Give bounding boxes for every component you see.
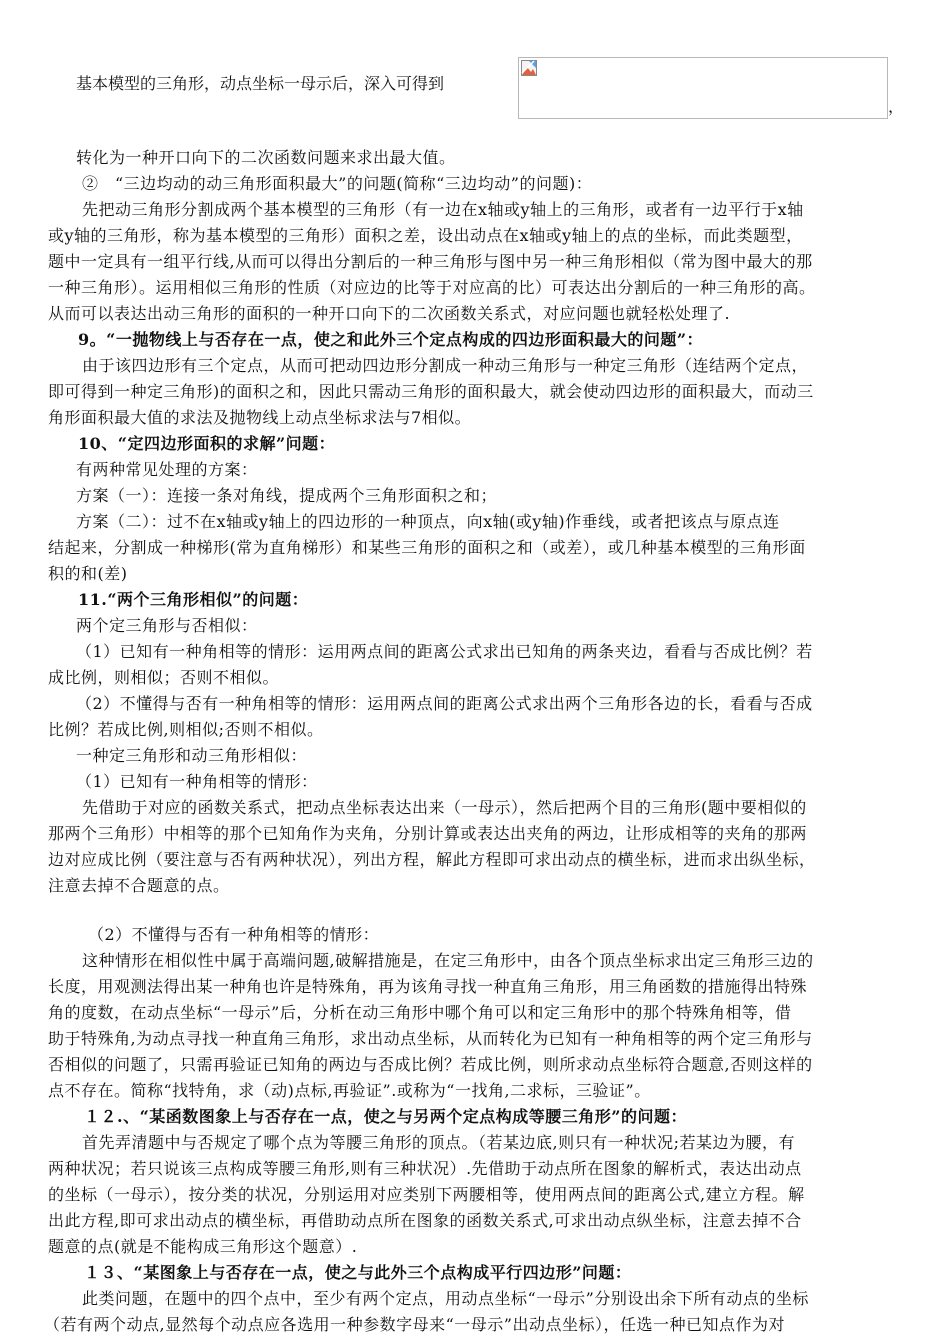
line: 那两个三角形）中相等的那个已知角作为夹角，分别计算或表达出夹角的两边，让形成相等的夹角的那两 <box>48 824 808 843</box>
line: 这种情形在相似性中属于高端问题,破解措施是，在定三角形中，由各个顶点坐标求出定三角形三边的 <box>82 951 814 970</box>
section-heading: 10、“定四边形面积的求解”问题： <box>78 434 336 453</box>
line: 首先弄清题中与否规定了哪个点为等腰三角形的顶点。（若某边底,则只有一种状况;若某边为腰，有 <box>82 1133 795 1152</box>
line: （1）已知有一种角相等的情形： <box>76 772 318 791</box>
line: 长度，用观测法得出某一种角也许是特殊角，再为该角寻找一种直角三角形，用三角函数的措施得出特殊 <box>48 977 808 996</box>
section-heading: 9。“一抛物线上与否存在一点，使之和此外三个定点构成的四边形面积最大的问题”： <box>78 330 704 349</box>
line: 即可得到一种定三角形)的面积之和，因此只需动三角形的面积最大，就会使动四边形的面积最大，而动三 <box>48 382 814 401</box>
line: 一种三角形）。运用相似三角形的性质（对应边的比等于对应高的比）可表达出分割后的一种三角形的高。 <box>48 278 816 297</box>
line: 助于特殊角,为动点寻找一种直角三角形，求出动点坐标，从而转化为已知有一种角相等的两个定三角形与 <box>48 1029 813 1048</box>
broken-image-icon <box>521 60 537 76</box>
line: 成比例，则相似；否则不相似。 <box>48 668 280 687</box>
intro-comma: ， <box>888 97 905 116</box>
line: 角的度数，在动点坐标“一母示”后，分析在动三角形中哪个角可以和定三角形中的那个特殊角相等，借 <box>48 1003 792 1022</box>
line: （2）不懂得与否有一种角相等的情形：运用两点间的距离公式求出两个三角形各边的长，看看与否成 <box>76 694 813 713</box>
embedded-image <box>518 57 888 119</box>
line: 此类问题，在题中的四个点中，至少有两个定点，用动点坐标“一母示”分别设出余下所有动点的坐标 <box>82 1289 809 1308</box>
line: 积的和(差) <box>48 564 128 583</box>
section-heading: １２.、“某函数图象上与否存在一点，使之与另两个定点构成等腰三角形”的问题： <box>84 1107 687 1126</box>
line: 注意去掉不合题意的点。 <box>48 876 230 895</box>
line: ② “三边均动的动三角形面积最大”的问题(简称“三边均动”的问题)： <box>82 174 593 193</box>
line: 从而可以表达出动三角形的面积的一种开口向下的二次函数关系式，对应问题也就轻松处理了. <box>48 304 731 323</box>
line: （1）已知有一种角相等的情形：运用两点间的距离公式求出已知角的两条夹边，看看与否成比例？若 <box>76 642 813 661</box>
line: 两种状况；若只说该三点构成等腰三角形,则有三种状况）.先借助于动点所在图象的解析式，表达出动点 <box>48 1159 802 1178</box>
line: 点不存在。简称“找特角，求（动)点标,再验证”.或称为“一找角,二求标，三验证”。 <box>48 1081 651 1100</box>
line: 方案（二）：过不在x轴或y轴上的四边形的一种顶点，向x轴(或y轴)作垂线，或者把该点与原点连 <box>76 512 780 531</box>
line: 两个定三角形与否相似： <box>76 616 258 635</box>
line: 的坐标（一母示），按分类的状况，分别运用对应类别下两腰相等，使用两点间的距离公式,建立方程。解 <box>48 1185 805 1204</box>
line: 先借助于对应的函数关系式，把动点坐标表达出来（一母示），然后把两个目的三角形(题中要相似的 <box>82 798 807 817</box>
line: （2）不懂得与否有一种角相等的情形： <box>88 925 380 944</box>
line: 边对应成比例（要注意与否有两种状况），列出方程，解此方程即可求出动点的横坐标，进而求出纵坐标， <box>48 850 816 869</box>
line: 一种定三角形和动三角形相似： <box>76 746 308 765</box>
line: 结起来，分割成一种梯形(常为直角梯形）和某些三角形的面积之和（或差），或几种基本模型的三角形面 <box>48 538 806 557</box>
line: 先把动三角形分割成两个基本模型的三角形（有一边在x轴或y轴上的三角形，或者有一边平行于x轴 <box>82 200 804 219</box>
line: 有两种常见处理的方案： <box>76 460 258 479</box>
line: 题中一定具有一组平行线,从而可以得出分割后的一种三角形与图中另一种三角形相似（常为图中最大的那 <box>48 252 813 271</box>
line: 题意的点(就是不能构成三角形这个题意）. <box>48 1237 358 1256</box>
line: 方案（一）：连接一条对角线，提成两个三角形面积之和； <box>76 486 498 505</box>
section-heading: １３、“某图象上与否存在一点，使之与此外三个点构成平行四边形”问题： <box>84 1263 632 1282</box>
section-heading: 11.“两个三角形相似”的问题： <box>78 590 309 609</box>
line: 或y轴的三角形，称为基本模型的三角形）面积之差，设出动点在x轴或y轴上的点的坐标，而此类题型， <box>48 226 803 245</box>
line: 出此方程,即可求出动点的横坐标，再借助动点所在图象的函数关系式,可求出动点纵坐标，注意去掉不合 <box>48 1211 802 1230</box>
line: 转化为一种开口向下的二次函数问题来求出最大值。 <box>76 148 456 167</box>
line: 否相似的问题了，只需再验证已知角的两边与否成比例？若成比例，则所求动点坐标符合题意,否则这样的 <box>48 1055 813 1074</box>
line: 比例？若成比例,则相似;否则不相似。 <box>48 720 324 739</box>
line: 由于该四边形有三个定点，从而可把动四边形分割成一种动三角形与一种定三角形（连结两个定点， <box>82 356 809 375</box>
line: （若有两个动点,显然每个动点应各选用一种参数字母来“一母示”出动点坐标），任选一种已知点作为对 <box>44 1315 785 1334</box>
intro-text: 基本模型的三角形，动点坐标一母示后，深入可得到 <box>76 74 445 93</box>
line: 角形面积最大值的求法及抛物线上动点坐标求法与7相似。 <box>48 408 472 427</box>
